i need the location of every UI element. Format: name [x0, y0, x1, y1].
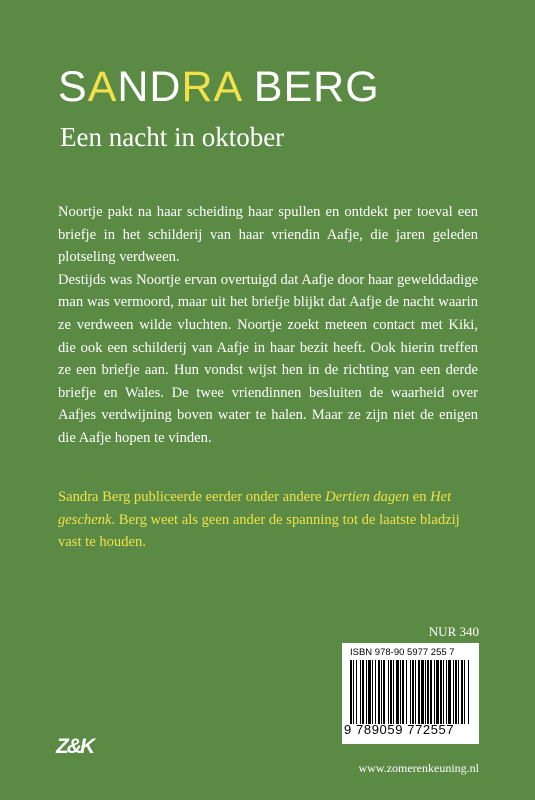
bio-book-title: Het geschenk: [58, 489, 452, 528]
isbn-label: ISBN 978-90 5977 255 7: [350, 647, 455, 658]
bio-paragraph: [58, 486, 478, 554]
author-bio: [58, 486, 478, 554]
nur-code: NUR 340: [428, 624, 479, 639]
publisher-logo: Z&K: [56, 735, 94, 758]
barcode: [342, 643, 479, 744]
barcode-bars: [350, 660, 472, 724]
author-letter: S: [58, 63, 88, 111]
bio-text: . Berg weet als geen ander de spanning tot de laatste bladzij vast te houden.: [58, 511, 460, 551]
publisher-url: www.zomerenkeuning.nl: [358, 761, 479, 775]
blurb-paragraph: Noortje pakt na haar scheiding haar spullen en ontdekt per toeval een briefje in het schilderij van haar vriendin Aafje, die jaren geleden plotseling verdween.: [58, 204, 478, 266]
author-surname: BERG: [240, 63, 380, 111]
author-letter-accent: A: [87, 63, 118, 111]
author-letters-accent: RA: [181, 63, 241, 111]
author-letters: ND: [117, 63, 182, 111]
bio-book-title: Dertien dagen: [325, 489, 410, 505]
book-title: Een nacht in oktober: [60, 122, 285, 152]
bio-text: Sandra Berg publiceerde eerder onder andere: [58, 489, 326, 505]
blurb: [58, 201, 478, 450]
blurb-paragraph: Destijds was Noortje ervan overtuigd dat Aafje door haar gewelddadige man was vermoord, maar uit het briefje blijkt dat Aafje de nacht waarin ze verdween wilde vluchten. Noortje zoekt meteen contact met Kiki, die ook een schilderij van Aafje in haar bezit heeft. Ook hierin treffen ze een briefje aan. Hun vondst wijst hen in de richting van een derde briefje en Wales. De twee vriendinnen besluiten de waarheid over Aafjes verdwijning boven water te halen. Maar ze zijn niet de enigen die Aafje hopen te vinden.: [58, 271, 478, 446]
barcode-number: 9 789059 772557: [344, 722, 455, 737]
bio-text: en: [409, 489, 431, 505]
author-name: [58, 63, 380, 111]
